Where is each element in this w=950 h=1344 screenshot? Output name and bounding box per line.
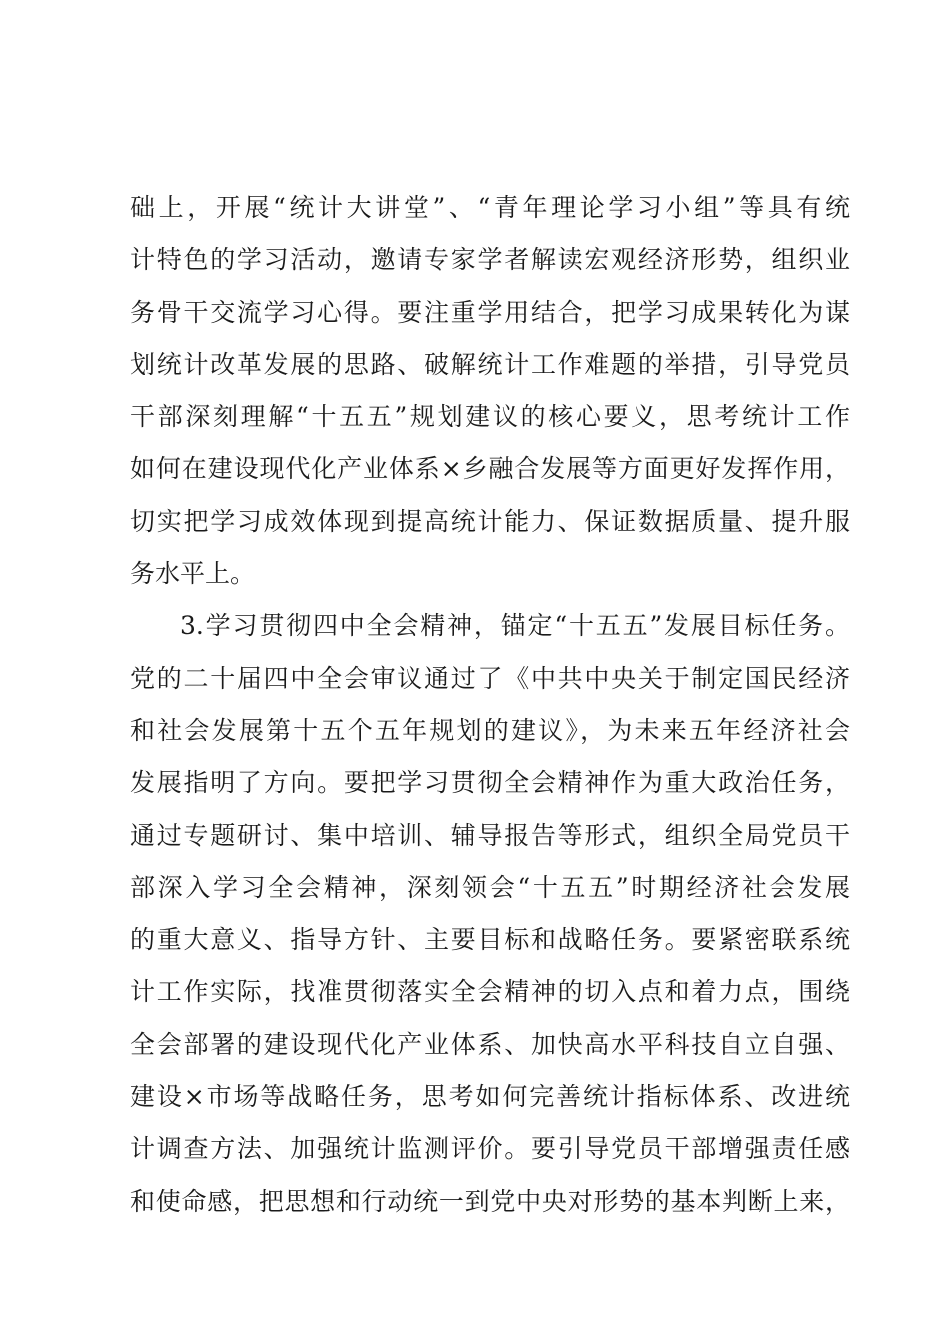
paragraph [130, 600, 850, 1228]
text-line: 的重大意义、指导方针、主要目标和战略任务。要紧密联系统 [130, 925, 850, 955]
text-line: 务水平上。 [130, 559, 256, 589]
text-line: 全会部署的建设现代化产业体系、加快高水平科技自立自强、 [130, 1029, 850, 1059]
text-line: 和使命感，把思想和行动统一到党中央对形势的基本判断上来， [130, 1186, 850, 1216]
text-line: 通过专题研讨、集中培训、辅导报告等形式，组织全局党员干 [130, 820, 850, 850]
text-line: 党的二十届四中全会审议通过了《中共中央关于制定国民经济 [130, 663, 850, 693]
body-text [130, 182, 850, 1228]
text-line: 切实把学习成效体现到提高统计能力、保证数据质量、提升服 [130, 506, 850, 536]
text-line: 计特色的学习活动，邀请专家学者解读宏观经济形势，组织业 [130, 245, 850, 275]
text-line: 发展指明了方向。要把学习贯彻全会精神作为重大政治任务， [130, 768, 850, 798]
text-line: 础上，开展“统计大讲堂”、“青年理论学习小组”等具有统 [130, 193, 850, 222]
text-line: 计工作实际，找准贯彻落实全会精神的切入点和着力点，围绕 [130, 977, 850, 1007]
text-line: 务骨干交流学习心得。要注重学用结合，把学习成果转化为谋 [130, 297, 850, 327]
text-line: 干部深刻理解“十五五”规划建议的核心要义，思考统计工作 [130, 402, 850, 432]
text-line: 如何在建设现代化产业体系×乡融合发展等方面更好发挥作用， [130, 454, 850, 484]
text-line: 和社会发展第十五个五年规划的建议》，为未来五年经济社会 [130, 715, 850, 745]
text-line: 建设×市场等战略任务，思考如何完善统计指标体系、改进统 [130, 1082, 850, 1112]
text-line: 计调查方法、加强统计监测评价。要引导党员干部增强责任感 [130, 1134, 850, 1164]
paragraph [130, 182, 850, 600]
text-line: 部深入学习全会精神，深刻领会“十五五”时期经济社会发展 [130, 872, 850, 902]
text-line: 划统计改革发展的思路、破解统计工作难题的举措，引导党员 [130, 349, 850, 379]
section-heading-line: 3.学习贯彻四中全会精神，锚定“十五五”发展目标任务。 [180, 611, 850, 641]
